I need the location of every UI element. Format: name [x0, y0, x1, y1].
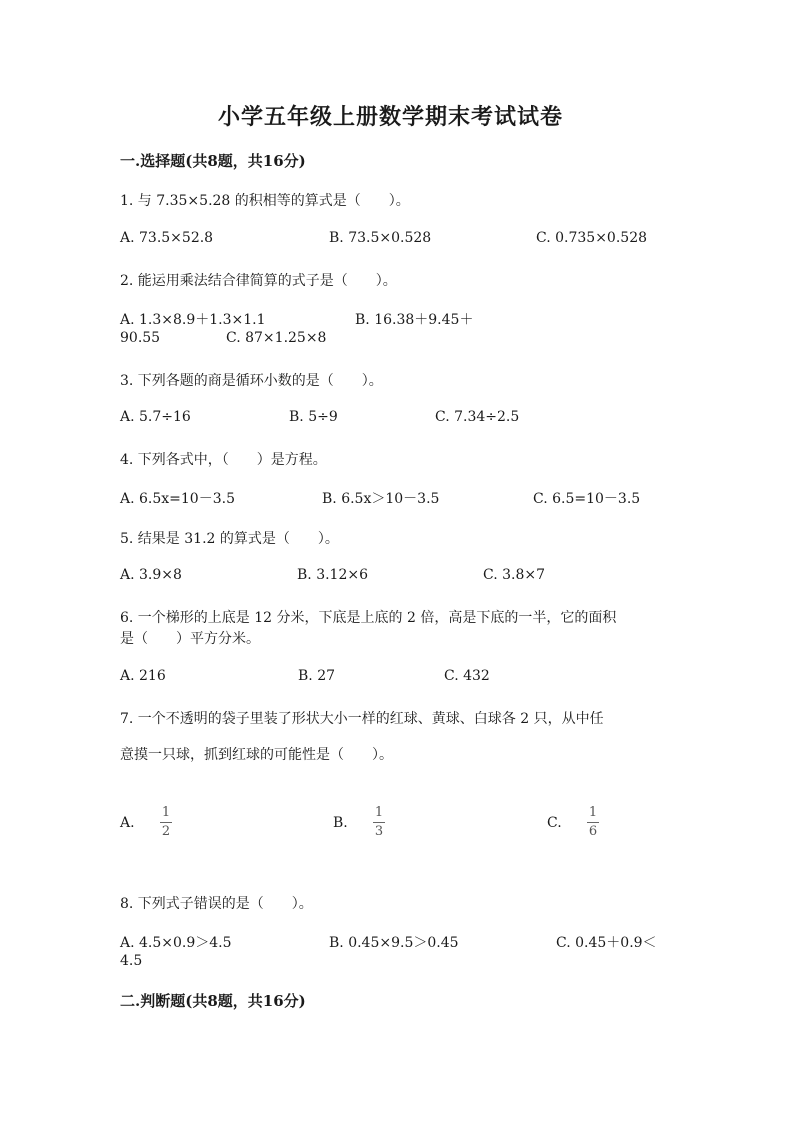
q8-option-c: C. 0.45＋0.9＜: [556, 935, 657, 951]
fraction-denominator: 2: [161, 824, 171, 839]
q3-option-b: B. 5÷9: [289, 409, 338, 425]
q3-option-a: A. 5.7÷16: [120, 409, 191, 425]
q1-option-b: B. 73.5×0.528: [329, 230, 432, 246]
fraction-denominator: 6: [588, 824, 598, 839]
q2-option-b-cont: 90.55: [120, 330, 161, 346]
q8-option-a: A. 4.5×0.9＞4.5: [120, 935, 232, 951]
question-8: 8. 下列式子错误的是（ ）。: [120, 896, 313, 912]
q7-option-b-fraction: [373, 806, 385, 839]
q7-option-c-fraction: [587, 806, 599, 839]
fraction-bar: [373, 822, 385, 823]
q7-option-a-label: A.: [120, 815, 135, 831]
question-6-line-2: 是（ ）平方分米。: [120, 631, 260, 647]
fraction-numerator: 1: [374, 805, 384, 820]
section-heading-choice: 一.选择题(共8题，共16分): [120, 152, 306, 170]
fraction-bar: [160, 822, 172, 823]
q2-option-c: C. 87×1.25×8: [226, 330, 327, 346]
question-6-line-1: 6. 一个梯形的上底是 12 分米，下底是上底的 2 倍，高是下底的一半，它的面积: [120, 610, 617, 626]
q7-option-a-fraction: [160, 806, 172, 839]
q8-option-c-cont: 4.5: [120, 953, 143, 969]
question-2: 2. 能运用乘法结合律简算的式子是（ ）。: [120, 273, 397, 289]
question-1: 1. 与 7.35×5.28 的积相等的算式是（ ）。: [120, 193, 410, 209]
q4-option-b: B. 6.5x＞10－3.5: [322, 491, 440, 507]
q8-option-b: B. 0.45×9.5＞0.45: [329, 935, 459, 951]
question-5: 5. 结果是 31.2 的算式是（ ）。: [120, 531, 339, 547]
q4-option-a: A. 6.5x=10－3.5: [120, 491, 235, 507]
q4-option-c: C. 6.5=10－3.5: [533, 491, 641, 507]
q5-option-c: C. 3.8×7: [483, 567, 546, 583]
question-3: 3. 下列各题的商是循环小数的是（ ）。: [120, 373, 383, 389]
fraction-numerator: 1: [588, 805, 598, 820]
q2-option-a: A. 1.3×8.9＋1.3×1.1: [120, 312, 266, 328]
q1-option-a: A. 73.5×52.8: [120, 230, 214, 246]
q5-option-b: B. 3.12×6: [297, 567, 368, 583]
question-4: 4. 下列各式中，（ ）是方程。: [120, 452, 327, 468]
q5-option-a: A. 3.9×8: [120, 567, 182, 583]
fraction-bar: [587, 822, 599, 823]
q3-option-c: C. 7.34÷2.5: [435, 409, 520, 425]
q7-option-b-label: B.: [333, 815, 348, 831]
q6-option-a: A. 216: [120, 668, 166, 684]
q7-option-c-label: C.: [547, 815, 562, 831]
fraction-denominator: 3: [374, 824, 384, 839]
question-7-line-2: 意摸一只球，抓到红球的可能性是（ ）。: [120, 747, 393, 763]
q6-option-c: C. 432: [444, 668, 490, 684]
section-heading-judgement: 二.判断题(共8题，共16分): [120, 992, 306, 1010]
q6-option-b: B. 27: [298, 668, 336, 684]
page-title: 小学五年级上册数学期末考试试卷: [218, 104, 564, 130]
fraction-numerator: 1: [161, 805, 171, 820]
question-7-line-1: 7. 一个不透明的袋子里装了形状大小一样的红球、黄球、白球各 2 只，从中任: [120, 711, 604, 727]
q2-option-b: B. 16.38＋9.45＋: [355, 312, 474, 328]
q1-option-c: C. 0.735×0.528: [536, 230, 648, 246]
